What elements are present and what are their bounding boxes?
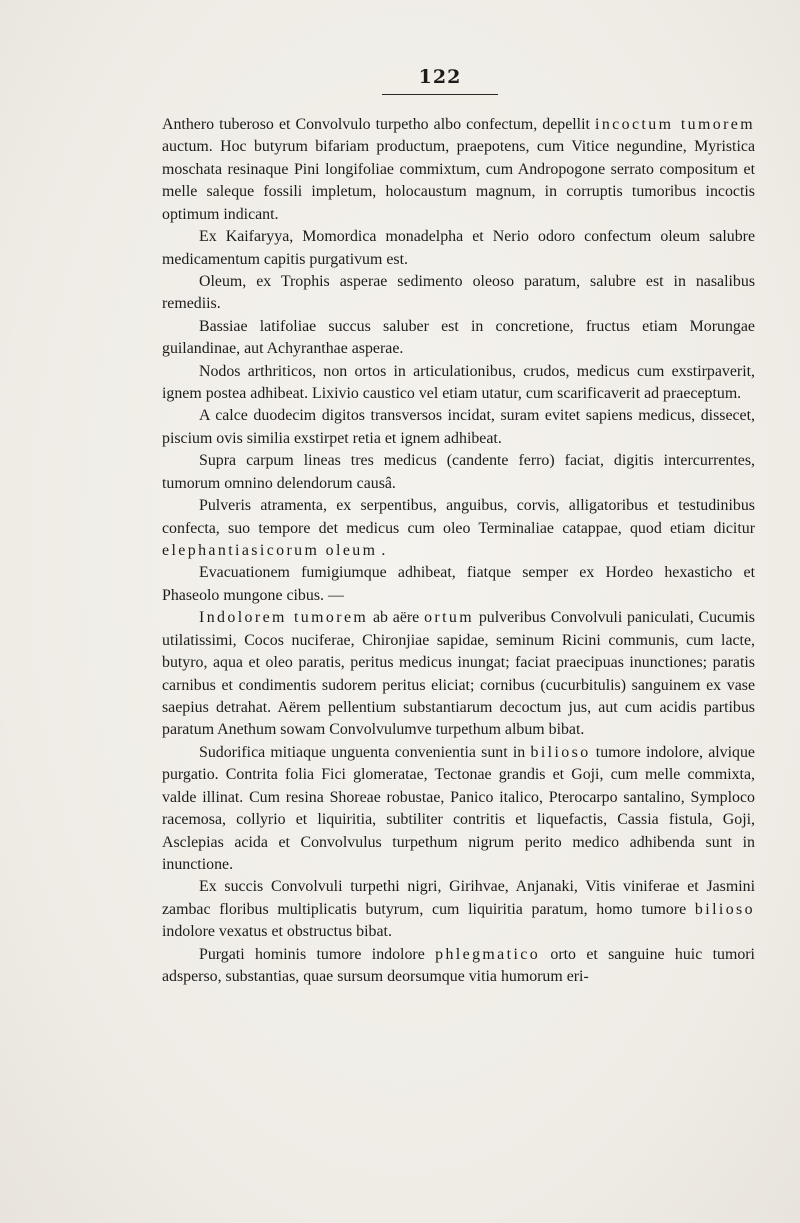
paragraph: Oleum, ex Trophis asperae sedimento oleoso paratum, salubre est in nasalibus remediis.: [162, 272, 755, 313]
paragraph: Evacuationem fumigiumque adhibeat, fiatque semper ex Hordeo hexasticho et Phaseolo mungone cibus. —: [162, 564, 755, 604]
paragraph: Pulveris atramenta, ex serpentibus, anguibus, corvis, alligatoribus et testudinibus confecta, suo tempore det medicus cum oleo Terminaliae catappae, quod etiam dicitur elephantiasicorum oleum .: [162, 497, 755, 560]
paragraph: Ex succis Convolvuli turpethi nigri, Girihvae, Anjanaki, Vitis viniferae et Jasmini zambac floribus multiplicatis butyrum, cum liquiritia paratum, homo tumore bilioso indolore vexatus et obstructus bibat.: [162, 878, 755, 941]
page-number: 122: [418, 66, 462, 88]
paragraph: Bassiae latifoliae succus saluber est in concretione, fructus etiam Morungae guilandinae, aut Achyranthae asperae.: [162, 317, 755, 358]
paragraph: Indolorem tumorem ab aëre ortum pulveribus Convolvuli paniculati, Cucumis utilatissimi, Cocos nuciferae, Chironjiae sapidae, seminum Ricini communis, cum lacte, butyro, aqua et oleo paratis, peritus medicus inungat; faciat praecipuas inunctiones; paratis carnibus et condimentis sudorem peritus eliciat; cornibus (cucurbitulis) sanguinem ex vase saepius detrahat. Aërem pellentium substantiarum decoctum jus, aut cum acidis partibus paratum Anethum sowam Convolvulumve turpethum album bibat.: [162, 609, 755, 739]
paragraph: A calce duodecim digitos transversos incidat, suram evitet sapiens medicus, dissecet, piscium ovis similia exstirpet retia et ignem adhibeat.: [162, 407, 755, 447]
paragraph: Anthero tuberoso et Convolvulo turpetho albo confectum, depellit incoctum tumorem auctum. Hoc butyrum bifariam productum, praepotens, cum Vitice negundine, Myristica moschata resinaque Pini longifoliae commixtum, cum Andropogone serrato compositum et melle saleque fossili impletum, holocaustum magnum, in corruptis tumoribus incoctis optimum indicant.: [162, 116, 755, 223]
page-number-rule: [382, 94, 498, 95]
body-text: [162, 114, 755, 988]
paragraph: Sudorifica mitiaque unguenta convenientia sunt in bilioso tumore indolore, alvique purgatio. Contrita folia Fici glomeratae, Tectonae grandis et Goji, cum melle commixta, valde illinat. Cum resina Shoreae robustae, Panico italico, Pterocarpo santalino, Symploco racemosa, collyrio et liquiritia, subtiliter contritis et liquefactis, Cassia fistula, Goji, Asclepias acida et Convolvulus turpethum nigrum perito medico adhibenda sunt in inunctione.: [162, 743, 755, 873]
paragraph: Purgati hominis tumore indolore phlegmatico orto et sanguine huic tumori adsperso, substantias, quae sursum deorsumque vitia humorum eri-: [162, 945, 755, 986]
paragraph: Supra carpum lineas tres medicus (candente ferro) faciat, digitis intercurrentes, tumorum omnino delendorum causâ.: [162, 452, 755, 492]
paragraph: Nodos arthriticos, non ortos in articulationibus, crudos, medicus cum exstirpaverit, ignem postea adhibeat. Lixivio caustico vel etiam utatur, cum scarificaverit ad praeceptum.: [162, 362, 755, 403]
paragraph: Ex Kaifaryya, Momordica monadelpha et Nerio odoro confectum oleum salubre medicamentum capitis purgativum est.: [162, 228, 755, 268]
